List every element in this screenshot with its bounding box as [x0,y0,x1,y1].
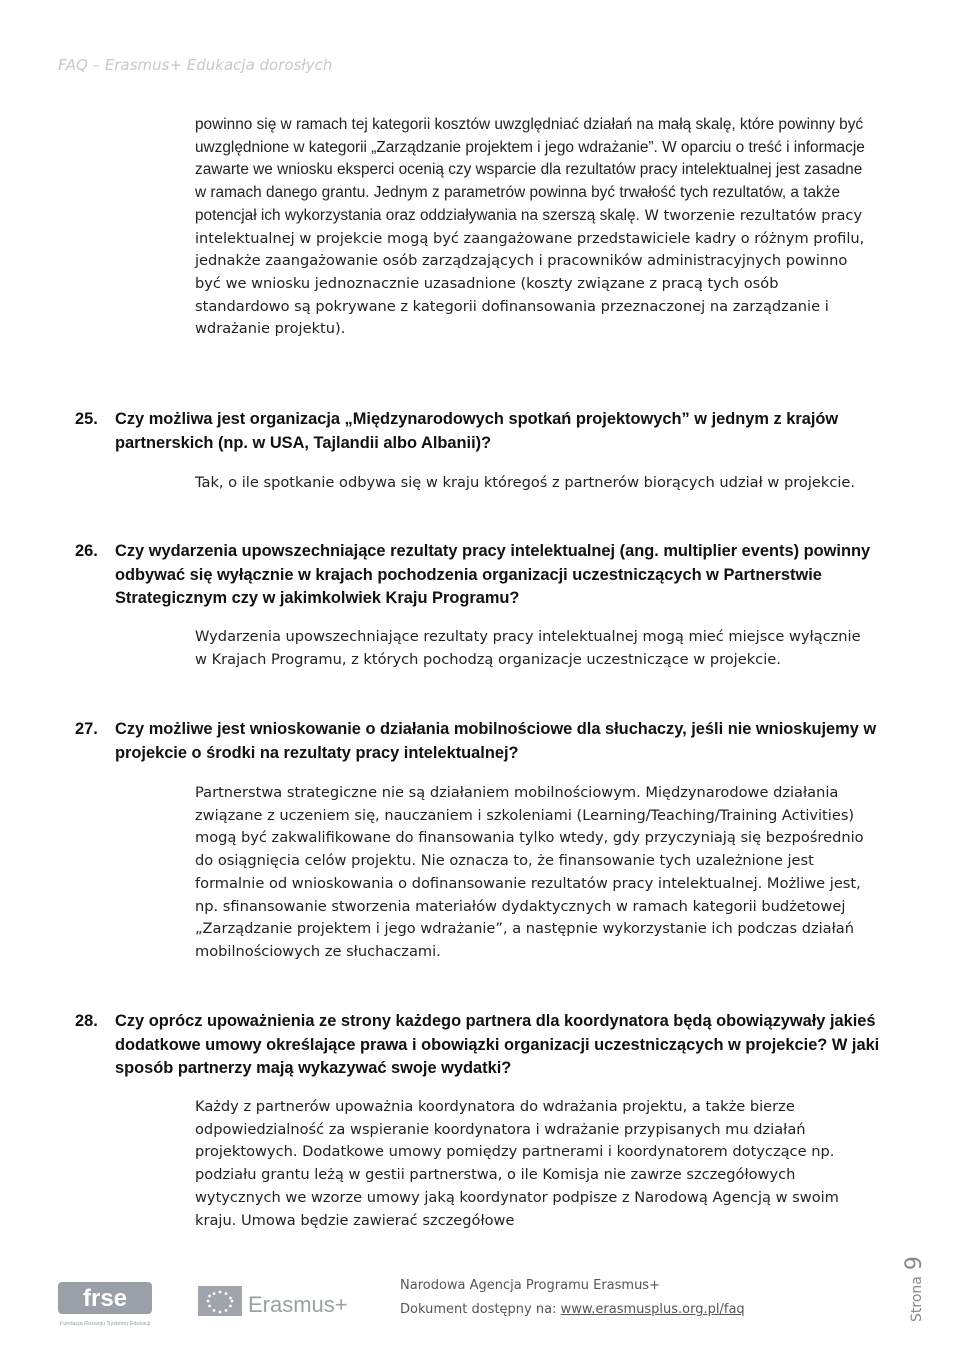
question-text: Czy możliwa jest organizacja „Międzynarodowych spotkań projektowych” w jednym z krajów partnerskich (np. w USA, Tajlandii albo Albanii)? [115,410,839,452]
footer-doc-label: Dokument dostępny na: [400,1302,561,1317]
page-footer [0,1256,960,1347]
frse-logo-subtitle: Fundacja Rozwoju Systemu Edukacji [60,1321,151,1327]
page-number-box [900,1250,960,1345]
page-header-title: FAQ – Erasmus+ Edukacja dorosłych [58,56,333,74]
footer-url-link[interactable]: www.erasmusplus.org.pl/faq [560,1302,745,1317]
question-text: Czy oprócz upoważnienia ze strony każdego partnera dla koordynatora będą obowiązywały jakieś dodatkowe umowy określające prawa i obowiązki organizacji uczestniczących w projekcie? W jaki sposób partnerzy mają wykazywać swoje wydatki? [115,1012,880,1077]
faq-answer-26: Wydarzenia upowszechniające rezultaty pracy intelektualnej mogą mieć miejsce wyłącznie w Krajach Programu, z których pochodzą organizacje uczestniczące w projekcie. [195,628,861,668]
erasmus-plus-logo [198,1284,358,1320]
question-number: 28. [75,1012,98,1030]
question-text: Czy wydarzenia upowszechniające rezultaty pracy intelektualnej (ang. multiplier events) powinny odbywać się wyłącznie w krajach pochodzenia organizacji uczestniczących w Partnerstwie Strategicznym czy w jakimkolwiek Kraju Programu? [115,542,871,607]
footer-document-link [400,1302,745,1317]
question-number: 25. [75,410,98,428]
intro-paragraph [195,114,875,341]
faq-answer-28: Każdy z partnerów upoważnia koordynatora do wdrażania projektu, a także bierze odpowiedzialność za wspieranie koordynatora i wdrażanie przypisanych mu działań projektowych. Dodatkowe umowy pomiędzy partnerami i koordynatorem dotyczące np. podziału grantu leżą w gestii partnerstwa, o ile Komisja nie zawrze szczegółowych wytycznych we wzorze umowy jaką koordynator podpisze z Narodową Agencją w swoim kraju. Umowa będzie zawierać szczegółowe [195,1098,839,1229]
frse-logo-text: frse [82,1285,128,1312]
faq-question-25 [75,408,905,455]
page-number: 9 [902,1256,927,1271]
erasmus-logo-text: Erasmus+ [248,1292,348,1317]
intro-part-1: powinno się w ramach tej kategorii kosztów uwzględniać działań na małą skalę, które powinny być uwzględnione w kategorii „Zarządzanie projektem i jego wdrażanie”. W oparciu o treść i informacje zawarte we wniosku eksperci ocenią czy wsparcie dla rezultatów pracy intelektualnej jest zasadne w ramach danego grantu. Jednym z parametrów powinna być trwałość tych rezultatów, a także potencjał ich wykorzystania oraz oddziaływania na szerszą skalę. [195,116,865,224]
faq-question-28 [75,1010,905,1081]
footer-agency: Narodowa Agencja Programu Erasmus+ [400,1278,660,1293]
question-number: 27. [75,720,98,738]
question-number: 26. [75,542,98,560]
page-label: Strona [909,1276,925,1322]
faq-answer-27: Partnerstwa strategiczne nie są działaniem mobilnościowym. Międzynarodowe działania związane z uczeniem się, nauczaniem i szkoleniami (Learning/Teaching/Training Activities) mogą być zakwalifikowane do finansowania tylko wtedy, gdy przyczyniają się bezpośrednio do osiągnięcia celów projektu. Nie oznacza to, że finansowanie tych uzależnione jest formalnie od wnioskowania o dofinansowanie rezultatów pracy intelektualnej. Możliwe jest, np. sfinansowanie stworzenia materiałów dydaktycznych w ramach kategorii budżetowej „Zarządzanie projektem i jego wdrażanie”, a następnie wykorzystanie ich podczas działań mobilnościowych ze słuchaczami. [195,784,864,960]
question-text: Czy możliwe jest wnioskowanie o działania mobilnościowe dla słuchaczy, jeśli nie wnioskujemy w projekcie o środki na rezultaty pracy intelektualnej? [115,720,877,762]
faq-answer-25: Tak, o ile spotkanie odbywa się w kraju któregoś z partnerów biorących udział w projekcie. [195,474,856,491]
intro-part-2: W tworzenie rezultatów pracy intelektualnej w projekcie mogą być zaangażowane przedstawiciele kadry o różnym profilu, jednakże zaangażowanie osób zarządzających i pracowników administracyjnych powinno być we wniosku jednoznacznie uzasadnione (koszty związane z pracą tych osób standardowo są pokrywane z kategorii dofinansowania przeznaczonej na zarządzanie i wdrażanie projektu). [195,206,865,338]
faq-question-27 [75,718,905,765]
faq-question-26 [75,540,905,611]
frse-logo [58,1282,158,1328]
